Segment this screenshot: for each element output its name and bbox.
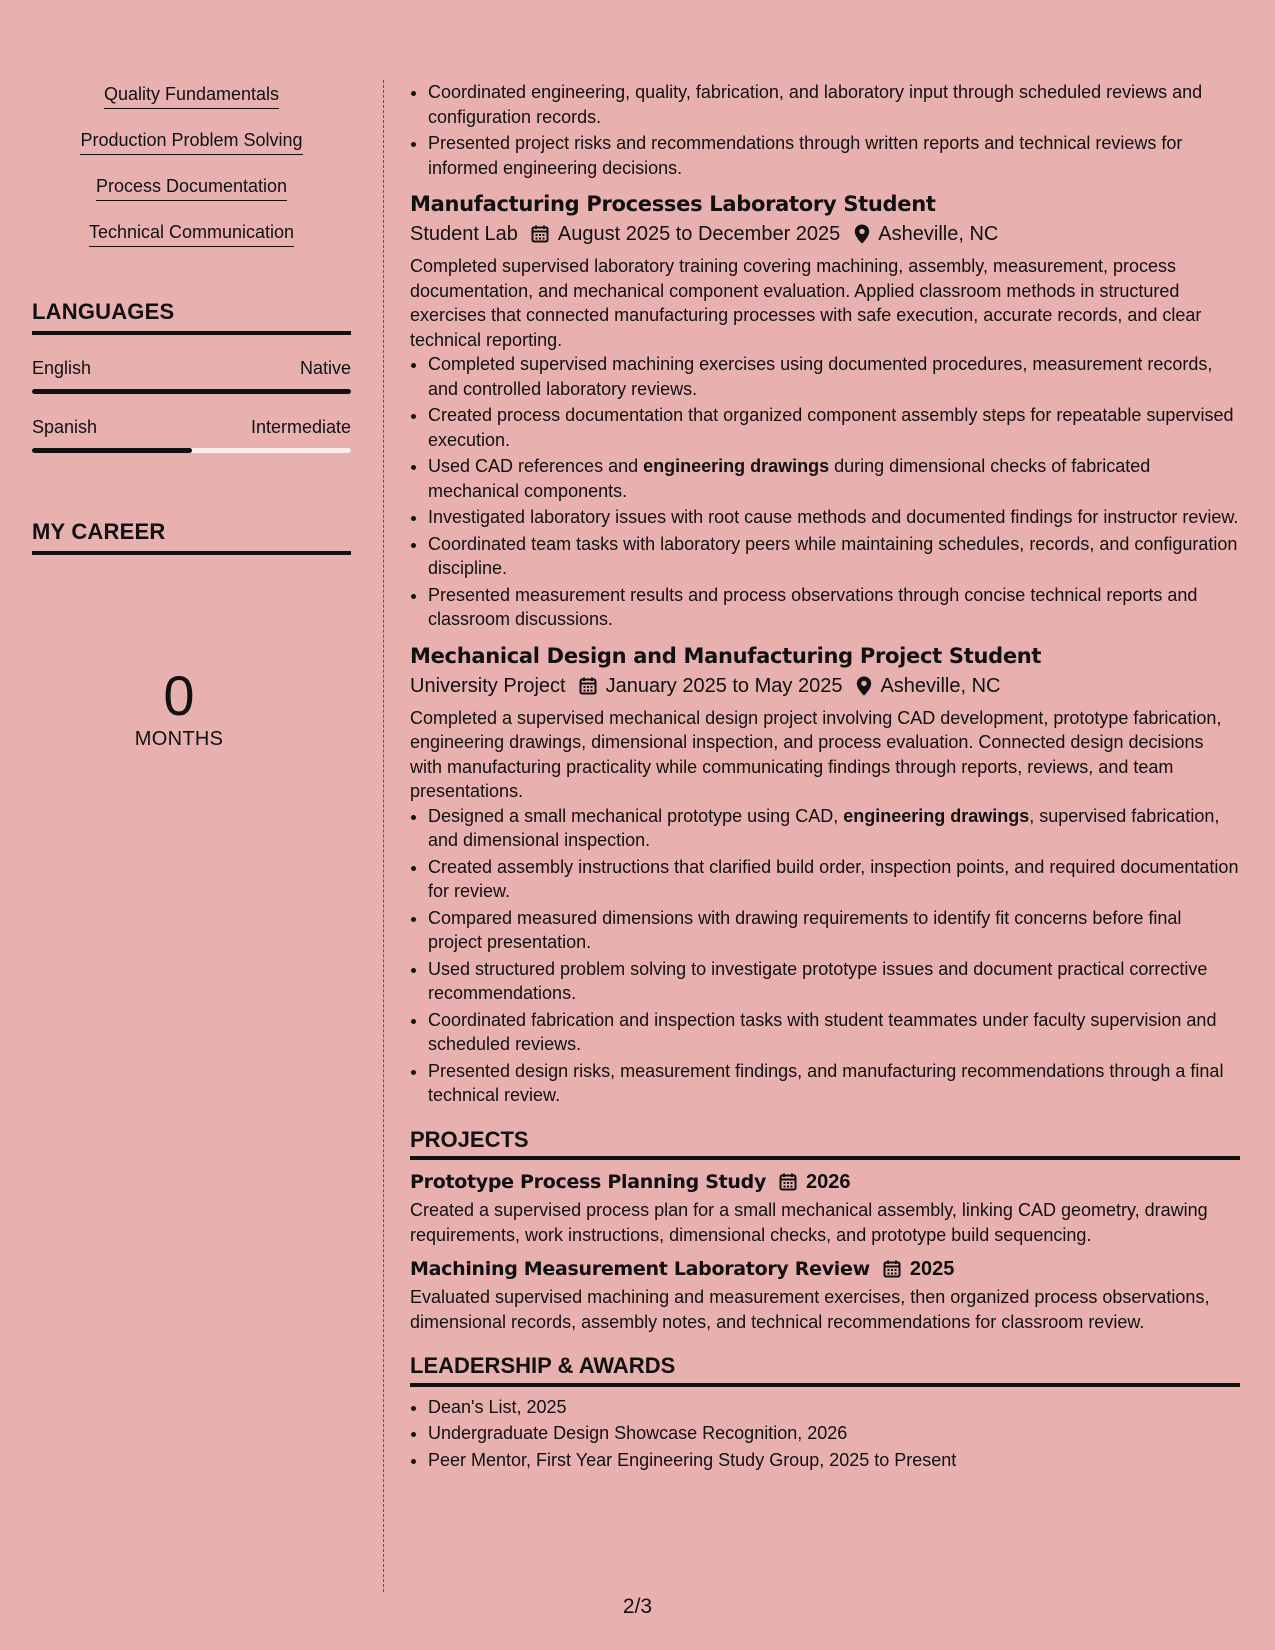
map-pin-icon xyxy=(854,224,870,244)
job-location: Asheville, NC xyxy=(878,223,999,245)
list-item xyxy=(428,454,1240,503)
job-description: Completed a supervised mechanical design project involving CAD development, prototype fabrication, engineering drawings, dimensional inspection, and process evaluation. Connected design decisions with manufacturing practicality while communicating findings through reports, reviews, and team presentations. xyxy=(410,707,1222,801)
list-item xyxy=(428,583,1240,632)
bullet-text: Created process documentation that organized component assembly steps for repeatable supervised execution. xyxy=(428,405,1234,450)
list-item: • Peer Mentor, First Year Engineering Study Group, 2025 to Present xyxy=(428,1448,1240,1473)
job-dates: January 2025 to May 2025 xyxy=(605,674,843,697)
project-entry xyxy=(410,1168,1240,1247)
job-dates: August 2025 to December 2025 xyxy=(557,223,841,245)
bullet-emphasis: engineering drawings xyxy=(643,456,830,476)
language-level: Intermediate xyxy=(250,417,351,437)
list-item xyxy=(428,1008,1240,1057)
bullet-text: , supervised fabrication, and dimensional inspection. xyxy=(428,805,1220,850)
calendar-icon xyxy=(578,676,598,696)
skill-item: Quality Fundamentals xyxy=(104,82,279,109)
bullet-text: Coordinated fabrication and inspection tasks with student teammates under faculty supervision and scheduled reviews. xyxy=(428,1009,1217,1054)
skills-list xyxy=(32,82,351,266)
left-column xyxy=(32,82,351,751)
list-item xyxy=(428,957,1240,1006)
career-value: 0 xyxy=(163,664,195,727)
experience-tail-list xyxy=(410,80,1240,180)
job-title: Manufacturing Processes Laboratory Student xyxy=(410,192,936,216)
job-org: University Project xyxy=(410,674,566,697)
skill-item: Technical Communication xyxy=(89,220,294,247)
bullet-text: Created assembly instructions that clarified build order, inspection points, and required documentation for review. xyxy=(428,856,1239,901)
language-item xyxy=(32,357,351,394)
job-entry xyxy=(410,190,1240,632)
skill-item: Production Problem Solving xyxy=(80,128,302,155)
bullet-text: Presented measurement results and process observations through concise technical reports and classroom discussions. xyxy=(428,584,1198,629)
career-unit: MONTHS xyxy=(134,728,224,750)
list-item: • Undergraduate Design Showcase Recognition, 2026 xyxy=(428,1421,1240,1446)
map-pin-icon xyxy=(856,676,872,696)
job-meta xyxy=(410,672,1240,700)
list-item xyxy=(428,505,1240,530)
project-header xyxy=(410,1255,1240,1283)
list-item xyxy=(428,532,1240,581)
career-stat xyxy=(32,664,326,751)
language-name: English xyxy=(32,358,92,378)
job-title: Mechanical Design and Manufacturing Project Student xyxy=(410,643,1042,668)
bullet-text: Completed supervised machining exercises using documented procedures, measurement records, and controlled laboratory reviews. xyxy=(428,354,1213,399)
column-divider xyxy=(383,80,384,1592)
bullet-emphasis: engineering drawings xyxy=(843,805,1030,826)
project-year: 2025 xyxy=(909,1258,955,1280)
language-proficiency-bar xyxy=(32,389,351,394)
page-number: 2/3 xyxy=(622,1595,653,1618)
languages-heading: LANGUAGES xyxy=(32,299,351,335)
project-header xyxy=(410,1168,1240,1196)
career-heading: MY CAREER xyxy=(32,519,351,555)
job-bullets xyxy=(410,804,1240,1108)
project-year: 2026 xyxy=(806,1171,851,1193)
calendar-icon xyxy=(778,1172,798,1192)
right-column xyxy=(410,80,1240,1474)
language-level: Native xyxy=(299,358,351,378)
bullet-text: Designed a small mechanical prototype using CAD, xyxy=(428,805,844,826)
bullet-text: Coordinated team tasks with laboratory peers while maintaining schedules, records, and configuration discipline. xyxy=(428,533,1238,578)
list-item xyxy=(428,804,1240,853)
experience-entries xyxy=(410,190,1240,1108)
bullet-text: Used CAD references and xyxy=(428,456,644,476)
list-item xyxy=(428,906,1240,955)
language-name: Spanish xyxy=(32,417,98,437)
calendar-icon xyxy=(530,224,550,244)
list-item: • Dean's List, 2025 xyxy=(428,1395,1240,1420)
language-proficiency-fill xyxy=(32,389,351,394)
skill-item: Process Documentation xyxy=(96,174,287,201)
list-item xyxy=(428,352,1240,401)
language-proficiency-fill xyxy=(32,448,192,453)
job-bullets xyxy=(410,352,1240,632)
bullet-text: Presented design risks, measurement findings, and manufacturing recommendations through a final technical review. xyxy=(428,1060,1224,1105)
bullet-text: Compared measured dimensions with drawing requirements to identify fit concerns before final project presentation. xyxy=(428,907,1182,952)
job-location: Asheville, NC xyxy=(880,674,1001,697)
language-item xyxy=(32,416,351,453)
bullet-text: Investigated laboratory issues with root cause methods and documented findings for instructor review. xyxy=(428,507,1239,527)
awards-heading: LEADERSHIP & AWARDS xyxy=(410,1354,1240,1387)
project-entry xyxy=(410,1255,1240,1334)
project-description: Evaluated supervised machining and measurement exercises, then organized process observations, dimensional records, assembly notes, and technical recommendations for classroom review. xyxy=(410,1287,1210,1332)
job-entry xyxy=(410,642,1240,1108)
projects-list xyxy=(410,1168,1240,1334)
project-description: Created a supervised process plan for a small mechanical assembly, linking CAD geometry, drawing requirements, work instructions, dimensional checks, and prototype build sequencing. xyxy=(410,1200,1208,1245)
list-item xyxy=(428,855,1240,904)
bullet-text: Used structured problem solving to investigate prototype issues and document practical corrective recommendations. xyxy=(428,958,1208,1003)
language-proficiency-bar xyxy=(32,448,351,453)
project-title: Machining Measurement Laboratory Review xyxy=(410,1258,870,1280)
job-description: Completed supervised laboratory training covering machining, assembly, measurement, process documentation, and mechanical component evaluation. Applied classroom methods in structured exercises that connected manufacturing processes with safe execution, accurate records, and clear technical reporting. xyxy=(410,256,1202,350)
bullet-text: during dimensional checks of fabricated mechanical components. xyxy=(428,456,1151,501)
job-org: Student Lab xyxy=(410,223,518,245)
calendar-icon xyxy=(882,1259,902,1279)
languages-section xyxy=(32,299,351,453)
awards-list xyxy=(410,1395,1240,1473)
list-item xyxy=(428,1059,1240,1108)
job-meta xyxy=(410,220,1240,248)
project-title: Prototype Process Planning Study xyxy=(410,1171,767,1193)
projects-heading: PROJECTS xyxy=(410,1128,1240,1161)
list-item: • Presented project risks and recommendations through written reports and technical reviews for informed engineering decisions. xyxy=(428,131,1240,180)
list-item xyxy=(428,403,1240,452)
career-section xyxy=(32,519,351,751)
list-item: • Coordinated engineering, quality, fabrication, and laboratory input through scheduled reviews and configuration records. xyxy=(428,80,1240,129)
